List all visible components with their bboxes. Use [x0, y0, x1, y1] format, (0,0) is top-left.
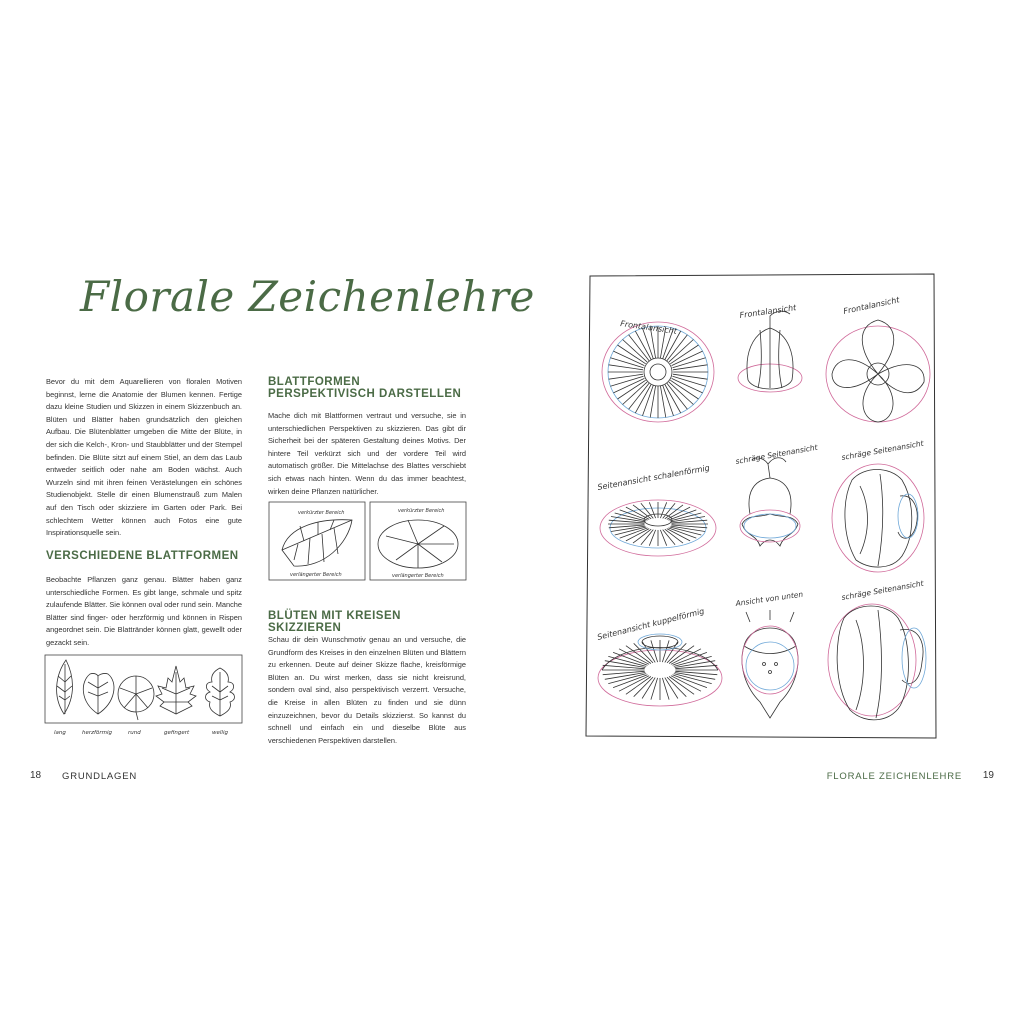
- page-number-right: 19: [982, 770, 994, 781]
- label-r2c2: schräge Seitenansicht: [734, 442, 819, 466]
- flower-r2c1: [600, 500, 716, 556]
- flower-r3c3: [828, 604, 926, 720]
- flower-r2c3: [832, 464, 924, 572]
- leaf-label-wellig: wellig: [212, 730, 228, 736]
- perspective-leaf-2: [378, 520, 458, 568]
- leaf-shapes-sketch: [44, 652, 244, 740]
- page-title: Florale Zeichenlehre: [80, 272, 535, 321]
- sketch-label-verkuerzt-1: verkürzter Bereich: [298, 510, 345, 516]
- sketch-label-verlaengert-1: verlängerter Bereich: [290, 572, 342, 578]
- label-r3c1: Seitenansicht kuppelförmig: [596, 606, 706, 642]
- leaf-herzfoermig-drawing: [83, 673, 114, 714]
- running-header-right: FLORALE ZEICHENLEHRE: [826, 771, 962, 782]
- running-header-left: GRUNDLAGEN: [62, 771, 138, 782]
- sketch-label-verkuerzt-2: verkürzter Bereich: [398, 508, 445, 514]
- section-heading-blattformen: VERSCHIEDENE BLATTFORMEN: [46, 550, 239, 562]
- label-r2c1: Seitenansicht schalenförmig: [596, 463, 711, 492]
- leaf-rund-drawing: [118, 676, 154, 720]
- label-r1c3: Frontalansicht: [842, 295, 901, 316]
- flower-r3c2: [742, 610, 798, 718]
- leaf-lang-drawing: [57, 660, 73, 714]
- label-r3c3: schräge Seitenansicht: [840, 578, 925, 602]
- leaf-label-lang: lang: [54, 730, 66, 736]
- section-heading-perspektivisch: BLATTFORMEN PERSPEKTIVISCH DARSTELLEN: [268, 376, 462, 400]
- leaf-label-herzfoermig: herzförmig: [82, 730, 112, 736]
- leaf-gefingert-drawing: [156, 666, 196, 714]
- section-text-kreise: Schau dir dein Wunschmotiv genau an und versuche, die Grundform des Kreises in den einzelnen Blüten und Blättern zu erkennen. Deute auf deiner Skizze flache, kreisförmige Blüten an. Du wirst merken, dass sie nicht kreisrund, sondern oval sind, also perspektivisch verzerrt. Versuche, die Kreise in allen Blüten zu finden und sie dünn einzuzeichnen, bevor du Details skizzierst. So kannst du schnell und einfach ein und dieselbe Blüte aus verschiedenen Perspektiven darstellen.: [268, 635, 466, 745]
- section-text-blattformen: Beobachte Pflanzen ganz genau. Blätter haben ganz unterschiedliche Formen. Es gibt lange, schmale und spitz zulaufende Blätter. Sie können oval oder rund sein. Manche Blätter sind finger- oder herzförmig und können in Rispen angeordnet sein. Die Blattränder können glatt, gewellt oder gezackt sein.: [46, 575, 242, 647]
- flower-r1c1: [602, 322, 714, 422]
- flower-construction-sketch: [580, 270, 948, 742]
- page-number-left: 18: [30, 770, 42, 781]
- label-r1c1: Frontalansicht: [619, 319, 678, 336]
- leaf-wellig-drawing: [206, 668, 235, 716]
- label-r2c3: schräge Seitenansicht: [840, 438, 925, 462]
- leaf-label-rund: rund: [128, 730, 141, 736]
- perspective-leaf-1: [282, 520, 352, 566]
- sketch-label-verlaengert-2: verlängerter Bereich: [392, 573, 444, 579]
- flower-r2c2: [740, 458, 800, 546]
- leaf-label-gefingert: gefingert: [164, 730, 190, 736]
- perspective-leaf-sketch: [268, 500, 468, 584]
- flower-r3c1: [598, 634, 722, 706]
- intro-paragraph: Bevor du mit dem Aquarellieren von floralen Motiven beginnst, lerne die Anatomie der Blumen kennen. Fertige dazu kleine Studien und Skizzen in einem Skizzenbuch an. Blüten und Blätter haben grundsätzlich den gleichen Aufbau. Die Blütenblätter umgeben die Mitte der Blüte, in der sich die Kelch-, Kron- und Staubblätter und der Stempel befinden. Die Blüte sitzt auf einem Stiel, an dem das Laub entweder seitlich oder nahe am Boden wächst. Auch Wurzeln sind mit ihren feinen Verästelungen ein schönes Studienobjekt. Stelle dir einen Blumenstrauß zum Malen auf den Tisch oder skizziere im Garten oder Park. Bei schlechtem Wetter können auch Fotos eine gute Inspirationsquelle sein.: [46, 377, 242, 538]
- flower-r1c3: [826, 320, 930, 422]
- label-r3c2: Ansicht von unten: [735, 589, 804, 608]
- section-heading-kreise: BLÜTEN MIT KREISEN SKIZZIEREN: [268, 610, 401, 634]
- label-r1c2: Frontalansicht: [739, 303, 797, 320]
- section-text-perspektivisch: Mache dich mit Blattformen vertraut und versuche, sie in unterschiedlichen Perspektiven zu skizzieren. Das gibt dir Sicherheit bei der späteren Gestaltung deines Motivs. Der hintere Teil verkürzt sich und der vordere Teil wird automatisch größer. Die Mittelachse des Blattes verschiebt sich etwas nach hinten. Wenn du das immer beachtest, wirken deine Pflanzen natürlicher.: [268, 411, 466, 496]
- flower-r1c2: [738, 311, 802, 392]
